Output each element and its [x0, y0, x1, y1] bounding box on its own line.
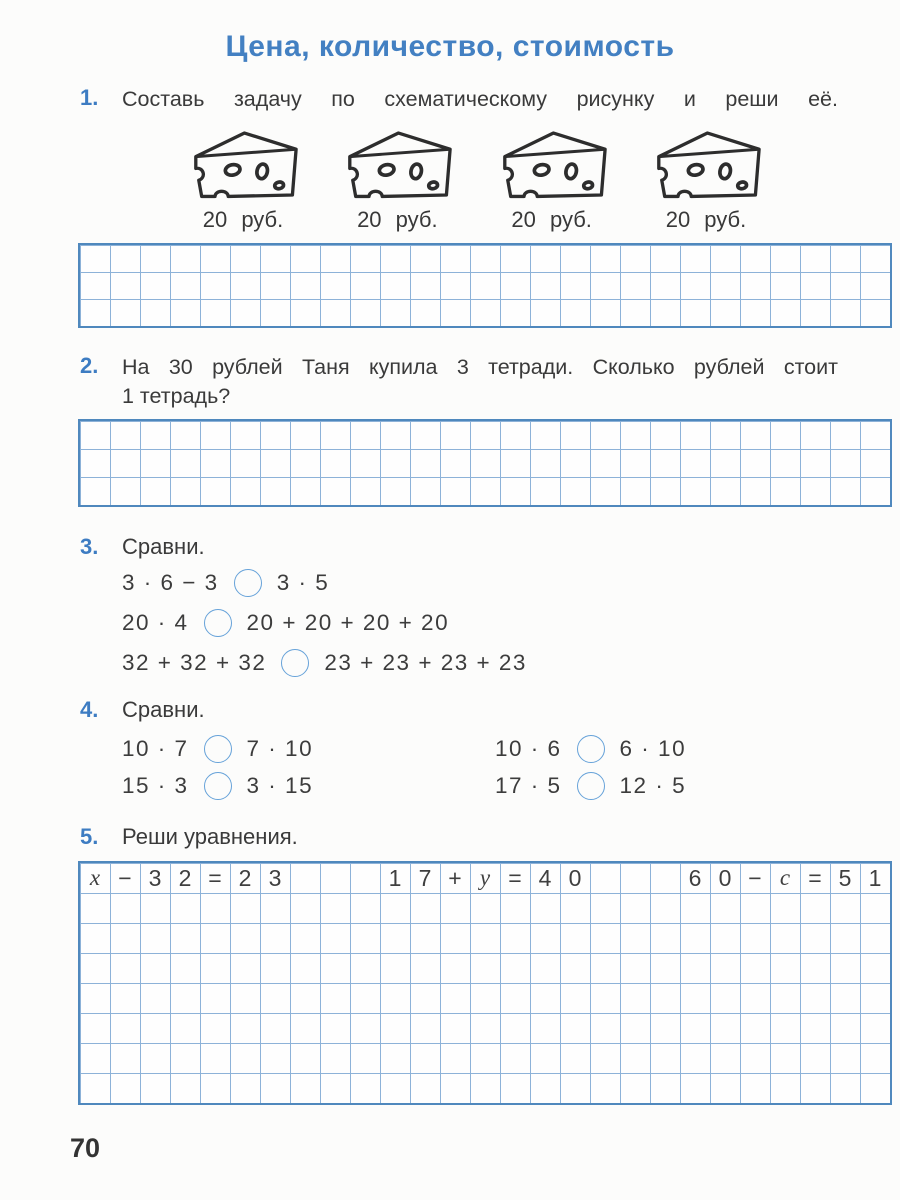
comparison-row	[122, 730, 495, 767]
equation-cell[interactable]: −	[118, 865, 132, 891]
cheese-figure	[491, 127, 613, 233]
cheese-wedge-icon	[338, 127, 456, 201]
equation-cell[interactable]: =	[208, 865, 222, 891]
equation-cell[interactable]: c	[779, 865, 791, 890]
equation-cell[interactable]: 3	[148, 865, 162, 891]
equation-cell[interactable]	[620, 863, 650, 893]
task-4	[80, 697, 205, 723]
comparison-left: 20 · 4	[122, 610, 189, 635]
comparison-right: 12 · 5	[619, 772, 687, 798]
task-2	[80, 353, 838, 411]
task-5-label: Реши уравнения.	[122, 824, 298, 849]
comparison-left: 32 + 32 + 32	[122, 650, 267, 675]
comparison-row	[122, 767, 495, 804]
cheese-price-label: 20 руб.	[665, 207, 747, 232]
task-1-number: 1.	[80, 85, 99, 110]
comparison-left: 10 · 7	[122, 735, 189, 761]
task-3-number: 3.	[80, 534, 99, 559]
task-2-number: 2.	[80, 353, 99, 378]
cheese-figure	[336, 127, 458, 233]
task-5-number: 5.	[80, 824, 99, 849]
comparison-left: 10 · 6	[495, 735, 562, 761]
equation-cell[interactable]: x	[89, 865, 101, 890]
comparison-row	[122, 643, 527, 683]
equation-cell[interactable]: y	[479, 865, 491, 890]
page-number: 70	[70, 1133, 101, 1163]
comparison-right: 20 + 20 + 20 + 20	[246, 610, 450, 635]
cheese-row	[182, 127, 767, 233]
equation-cell[interactable]: 2	[238, 865, 252, 891]
comparison-right: 6 · 10	[619, 735, 687, 761]
comparison-circle[interactable]	[234, 569, 262, 597]
task-4-number: 4.	[80, 697, 99, 722]
equation-row	[80, 863, 890, 893]
comparison-right: 7 · 10	[246, 735, 314, 761]
equation-cell[interactable]: 5	[838, 865, 852, 891]
comparison-row	[495, 767, 686, 804]
comparison-right: 23 + 23 + 23 + 23	[324, 650, 527, 675]
task-4-right-column	[495, 730, 686, 804]
task-2-text	[122, 353, 838, 411]
comparison-left: 17 · 5	[495, 772, 562, 798]
task-2-line-1: На 30 рублей Таня купила 3 тетради. Сколько рублей стоит	[122, 355, 838, 379]
equation-cell[interactable]: 3	[268, 865, 282, 891]
equation-cell[interactable]: 1	[388, 865, 402, 891]
task-4-label: Сравни.	[122, 697, 205, 722]
equation-cell[interactable]	[350, 863, 380, 893]
task-5	[80, 824, 298, 850]
cheese-price-label: 20 руб.	[357, 207, 438, 232]
task-2-line-2: 1 тетрадь?	[122, 384, 231, 408]
equation-cell[interactable]	[290, 863, 320, 893]
comparison-right: 3 · 15	[246, 772, 314, 798]
comparison-row	[495, 730, 686, 767]
equation-cell[interactable]: +	[448, 865, 462, 891]
equation-cell[interactable]	[320, 863, 350, 893]
cheese-wedge-icon	[493, 127, 611, 201]
equation-cell[interactable]: 0	[718, 865, 732, 891]
task-3-comparisons	[122, 563, 527, 683]
cheese-figure	[645, 127, 767, 233]
equation-cell[interactable]: 1	[868, 865, 882, 891]
cheese-figure	[182, 127, 304, 233]
equation-cell[interactable]: =	[808, 865, 822, 891]
comparison-circle[interactable]	[577, 735, 605, 763]
comparison-row	[122, 563, 527, 603]
comparison-circle[interactable]	[281, 649, 309, 677]
task-4-comparisons	[122, 730, 686, 804]
cheese-wedge-icon	[647, 127, 765, 201]
comparison-right: 3 · 5	[276, 570, 330, 595]
comparison-left: 15 · 3	[122, 772, 189, 798]
equation-cell[interactable]: 0	[568, 865, 582, 891]
cheese-price-label: 20 руб.	[511, 207, 592, 232]
cheese-price-label: 20 руб.	[202, 207, 284, 232]
task-1	[80, 85, 838, 114]
comparison-circle[interactable]	[204, 772, 232, 800]
task-4-left-column	[122, 730, 495, 804]
comparison-circle[interactable]	[204, 609, 232, 637]
task-1-text: Составь задачу по схематическому рисунку и реши её.	[122, 87, 838, 111]
equation-cell[interactable]: 7	[418, 865, 432, 891]
equation-cell[interactable]: 2	[178, 865, 192, 891]
comparison-circle[interactable]	[204, 735, 232, 763]
equation-cell[interactable]: −	[748, 865, 762, 891]
comparison-left: 3 · 6 − 3	[122, 570, 219, 595]
cheese-wedge-icon	[184, 127, 302, 201]
task-3	[80, 534, 205, 560]
equation-cell[interactable]: 4	[538, 865, 552, 891]
equation-cell[interactable]: =	[508, 865, 522, 891]
task-5-answer-grid[interactable]	[78, 861, 892, 1105]
page-title: Цена, количество, стоимость	[225, 30, 675, 63]
equation-cell[interactable]	[650, 863, 680, 893]
equation-cell[interactable]	[590, 863, 620, 893]
comparison-row	[122, 603, 527, 643]
comparison-circle[interactable]	[577, 772, 605, 800]
equation-cell[interactable]: 6	[688, 865, 702, 891]
task-2-answer-grid[interactable]	[78, 419, 892, 507]
task-3-label: Сравни.	[122, 534, 205, 559]
task-1-answer-grid[interactable]	[78, 243, 892, 328]
